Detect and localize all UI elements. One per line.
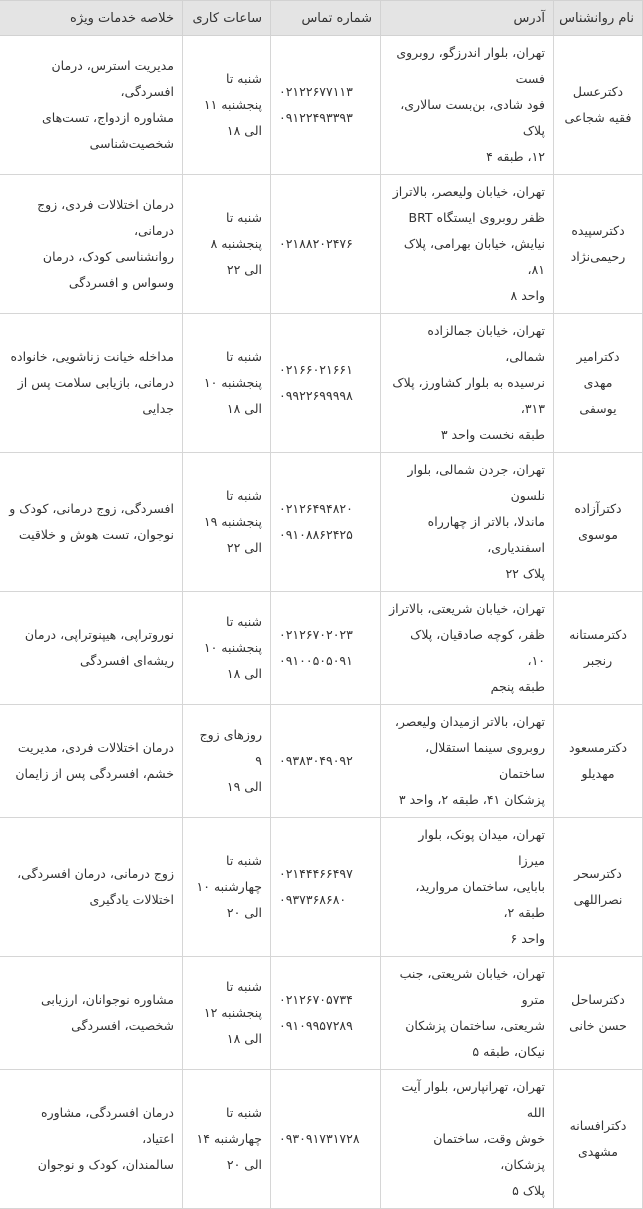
table-row — [0, 453, 643, 592]
psychologist-name: دکترمستانه رنجبر — [554, 592, 643, 705]
phone-cell[interactable]: ۰۲۱۲۲۶۷۷۱۱۳ ۰۹۱۲۲۴۹۳۳۹۳ — [271, 36, 381, 175]
phone-cell[interactable]: ۰۲۱۲۶۴۹۴۸۲۰ ۰۹۱۰۸۸۶۲۴۲۵ — [271, 453, 381, 592]
phone-cell[interactable]: ۰۲۱۴۴۴۶۶۴۹۷ ۰۹۳۷۳۶۸۶۸۰ — [271, 818, 381, 957]
address-cell: تهران، خیابان شریعتی، جنب مترو شریعتی، ساختمان پزشکان نیکان، طبقه ۵ — [381, 957, 554, 1070]
address-cell: تهران، جردن شمالی، بلوار نلسون ماندلا، بالاتر از چهارراه اسفندیاری، پلاک ۲۲ — [381, 453, 554, 592]
address-cell: تهران، خیابان ولیعصر، بالاتراز ظفر روبروی ایستگاه BRT نیایش، خیابان بهرامی، پلاک ۸۱، واحد ۸ — [381, 175, 554, 314]
phone-cell[interactable]: ۰۲۱۲۶۷۰۵۷۳۴ ۰۹۱۰۹۹۵۷۲۸۹ — [271, 957, 381, 1070]
address-cell: تهران، میدان پونک، بلوار میرزا بابایی، ساختمان مروارید، طبقه ۲، واحد ۶ — [381, 818, 554, 957]
psychologist-name: دکترسحر نصراللهی — [554, 818, 643, 957]
phone-cell[interactable]: ۰۲۱۲۶۷۰۲۰۲۳ ۰۹۱۰۰۵۰۵۰۹۱ — [271, 592, 381, 705]
table-row — [0, 314, 643, 453]
psychologist-name: دکترعسل فقیه شجاعی — [554, 36, 643, 175]
phone-cell[interactable]: ۰۹۳۸۳۰۴۹۰۹۲ — [271, 705, 381, 818]
header-address: آدرس — [381, 1, 554, 36]
services-cell: زوج درمانی، درمان افسردگی، اختلالات یادگیری — [0, 818, 183, 957]
address-cell: تهران، خیابان شریعتی، بالاتراز ظفر، کوچه صادقیان، پلاک ۱۰، طبقه پنجم — [381, 592, 554, 705]
address-cell: تهران، بلوار اندرزگو، روبروی فست فود شادی، بن‌بست سالاری، پلاک ۱۲، طبقه ۴ — [381, 36, 554, 175]
header-hours: ساعات کاری — [183, 1, 271, 36]
table-row — [0, 36, 643, 175]
services-cell: درمان اختلالات فردی، مدیریت خشم، افسردگی پس از زایمان — [0, 705, 183, 818]
hours-cell: شنبه تا پنجشنبه ۱۰ الی ۱۸ — [183, 314, 271, 453]
hours-cell: شنبه تا چهارشنبه ۱۰ الی ۲۰ — [183, 818, 271, 957]
address-cell: تهران، بالاتر ازمیدان ولیعصر، روبروی سینما استقلال، ساختمان پزشکان ۴۱، طبقه ۲، واحد ۳ — [381, 705, 554, 818]
address-cell: تهران، تهرانپارس، بلوار آیت الله خوش وقت، ساختمان پزشکان، پلاک ۵ — [381, 1070, 554, 1209]
psychologist-name: دکترساحل حسن خانی — [554, 957, 643, 1070]
header-name: نام روانشناس — [554, 1, 643, 36]
services-cell: مدیریت استرس، درمان افسردگی، مشاوره ازدواج، تست‌های شخصیت‌شناسی — [0, 36, 183, 175]
psychologist-name: دکترمسعود مهدیلو — [554, 705, 643, 818]
services-cell: درمان اختلالات فردی، زوج درمانی، روانشناسی کودک، درمان وسواس و افسردگی — [0, 175, 183, 314]
psychologist-name: دکترسپیده رحیمی‌نژاد — [554, 175, 643, 314]
table-row — [0, 1070, 643, 1209]
table-row — [0, 175, 643, 314]
services-cell: درمان افسردگی، مشاوره اعتیاد، سالمندان، کودک و نوجوان — [0, 1070, 183, 1209]
header-phone: شماره تماس — [271, 1, 381, 36]
psychologist-name: دکترآزاده موسوی — [554, 453, 643, 592]
hours-cell: شنبه تا پنجشنبه ۱۱ الی ۱۸ — [183, 36, 271, 175]
hours-cell: روزهای زوج ۹ الی ۱۹ — [183, 705, 271, 818]
phone-cell[interactable]: ۰۲۱۶۶۰۲۱۶۶۱ ۰۹۹۲۲۶۹۹۹۹۸ — [271, 314, 381, 453]
hours-cell: شنبه تا پنجشنبه ۱۰ الی ۱۸ — [183, 592, 271, 705]
phone-cell[interactable]: ۰۹۳۰۹۱۷۳۱۷۲۸ — [271, 1070, 381, 1209]
hours-cell: شنبه تا چهارشنبه ۱۴ الی ۲۰ — [183, 1070, 271, 1209]
services-cell: مداخله خیانت زناشویی، خانواده درمانی، بازیابی سلامت پس از جدایی — [0, 314, 183, 453]
hours-cell: شنبه تا پنجشنبه ۱۹ الی ۲۲ — [183, 453, 271, 592]
table-row — [0, 818, 643, 957]
psychologist-name: دکترامیر مهدی یوسفی — [554, 314, 643, 453]
services-cell: مشاوره نوجوانان، ارزیابی شخصیت، افسردگی — [0, 957, 183, 1070]
psychologist-name: دکترافسانه مشهدی — [554, 1070, 643, 1209]
header-services: خلاصه خدمات ویژه — [0, 1, 183, 36]
table-row — [0, 957, 643, 1070]
table-row — [0, 592, 643, 705]
services-cell: افسردگی، زوج درمانی، کودک و نوجوان، تست هوش و خلاقیت — [0, 453, 183, 592]
hours-cell: شنبه تا پنجشنبه ۸ الی ۲۲ — [183, 175, 271, 314]
services-cell: نوروتراپی، هیپنوتراپی، درمان ریشه‌ای افسردگی — [0, 592, 183, 705]
address-cell: تهران، خیابان جمالزاده شمالی، نرسیده به بلوار کشاورز، پلاک ۳۱۳، طبقه نخست واحد ۳ — [381, 314, 554, 453]
phone-cell[interactable]: ۰۲۱۸۸۲۰۲۴۷۶ — [271, 175, 381, 314]
hours-cell: شنبه تا پنجشنبه ۱۲ الی ۱۸ — [183, 957, 271, 1070]
table-header-row — [0, 1, 643, 36]
